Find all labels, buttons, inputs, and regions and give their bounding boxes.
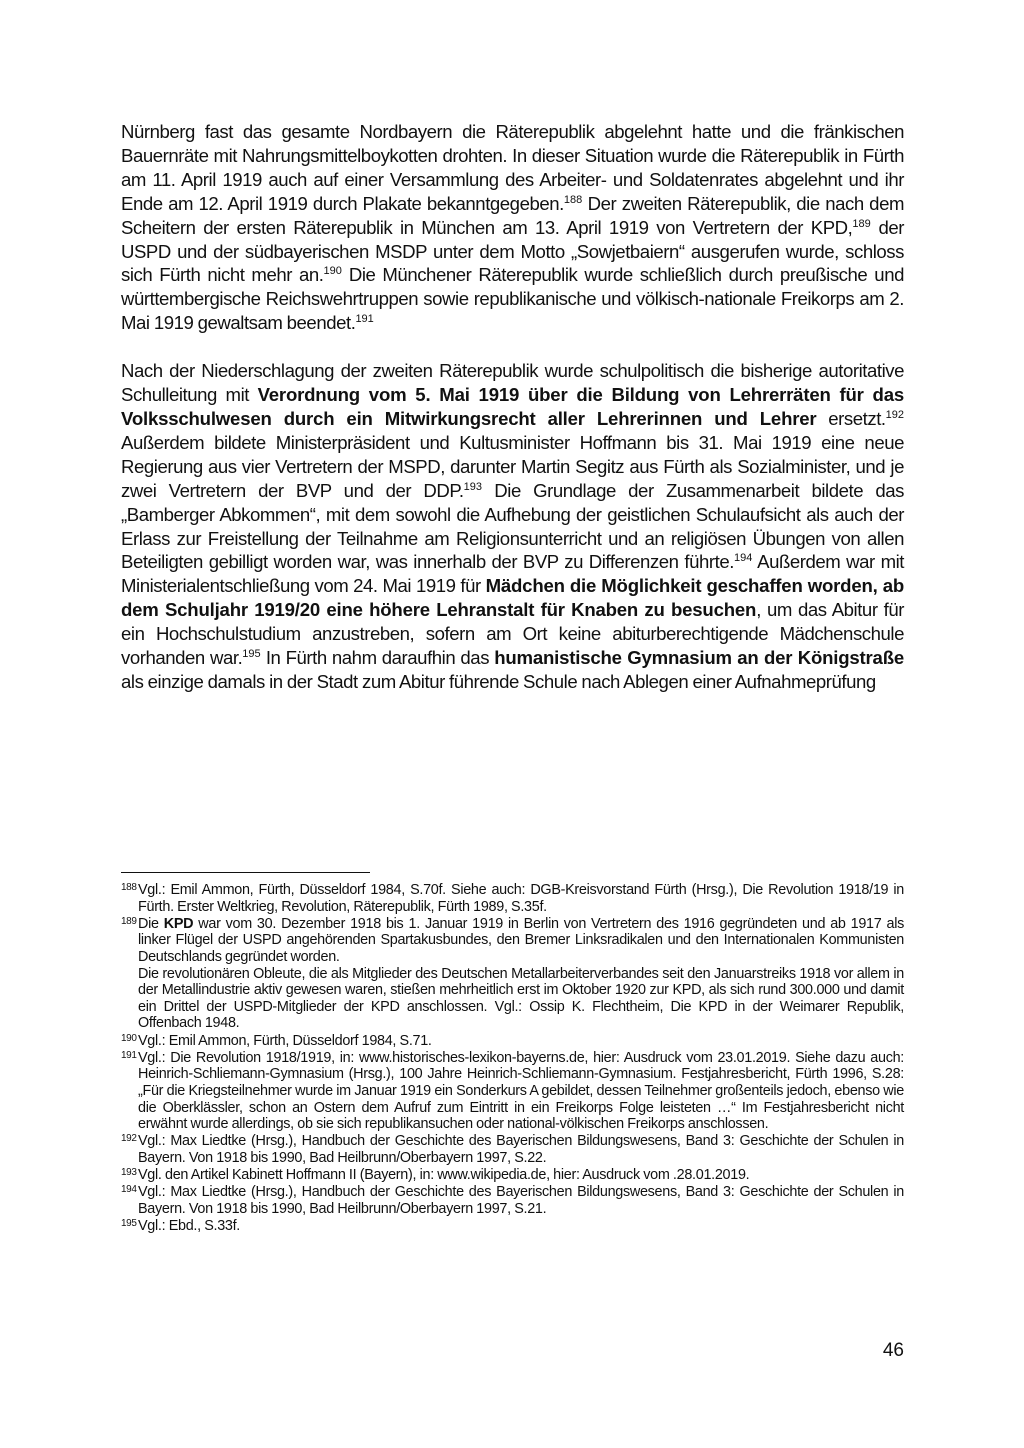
text-run: Die revolutionären Obleute, die als Mitglieder des Deutschen Metallarbeiterverbandes seit den Januarstreiks 1918 vor allem in der Metallindustrie aktiv gewesen waren, stießen mehrheitlich erst im Oktober 1920 zur KPD, als sich rund 300.000 und damit ein Drittel der USPD-Mitglieder der KPD anschlossen. Vgl.: Ossip K. Flechtheim, Die KPD in der Weimarer Republik, Offenbach 1948. — [138, 965, 904, 1032]
text-run: war vom 30. Dezember 1918 bis 1. Januar 1919 in Berlin von Vertretern des 1916 gegründeten und ab 1917 als linker Flügel der USPD angehörenden Spartakusbundes, den Bremer Linksradikalen und den Internationalen Kommunisten Deutschlands gegründet worden. — [138, 915, 905, 965]
footnote-reference[interactable]: 191 — [355, 313, 374, 326]
text-run: Vgl.: Emil Ammon, Fürth, Düsseldorf 1984, S.71. — [138, 1032, 432, 1049]
footnote-194 — [121, 1184, 904, 1217]
text-run: Nürnberg fast das gesamte Nordbayern die Räterepublik abgelehnt hatte und die fränkischen Bauernräte mit Nahrungsmittelboykotten drohten. In dieser Situation wurde die Räterepublik in Fürth am 11. April 1919 auch auf einer Versammlung des Arbeiter- und Soldatenrates abgelehnt und ihr Ende am 12. April 1919 durch Plakate bekanntgegeben. — [121, 121, 904, 214]
body-paragraph — [121, 359, 904, 694]
text-run: Der zweiten Räterepublik, die nach dem Scheitern der ersten Räterepublik in München am 13. April 1919 von Vertretern der KPD, — [121, 192, 904, 238]
footnote-text — [138, 882, 904, 915]
footnote-text — [138, 1218, 904, 1235]
text-run: Nach der Niederschlagung der zweiten Räterepublik wurde schulpolitisch die bisherige autoritative Schulleitung mit — [121, 360, 904, 406]
footnote-number: 190 — [121, 1032, 137, 1044]
text-run: Vgl.: Max Liedtke (Hrsg.), Handbuch der Geschichte des Bayerischen Bildungswesens, Band 3: Geschichte der Schulen in Bayern. Von 1918 bis 1990, Bad Heilbrunn/Oberbayern 1997, S.21. — [138, 1184, 904, 1217]
text-run: Vgl. den Artikel Kabinett Hoffmann II (Bayern), in: www.wikipedia.de, hier: Ausdruck vom .28.01.2019. — [138, 1167, 750, 1184]
text-run: Vgl.: Max Liedtke (Hrsg.), Handbuch der Geschichte des Bayerischen Bildungswesens, Band 3: Geschichte der Schulen in Bayern. Von 1918 bis 1990, Bad Heilbrunn/Oberbayern 1997, S.22. — [138, 1133, 904, 1166]
footnote-number: 194 — [121, 1184, 137, 1196]
footnote-reference[interactable]: 188 — [563, 193, 583, 206]
footnote-number: 189 — [121, 915, 137, 927]
emphasized-text: KPD — [163, 915, 194, 932]
page-number: 46 — [882, 1340, 904, 1361]
footnote-number: 195 — [121, 1218, 137, 1230]
footnote-reference[interactable]: 189 — [852, 217, 871, 230]
footnote-192 — [121, 1133, 904, 1166]
footnote-number: 192 — [121, 1133, 137, 1145]
text-run: Außerdem war mit Ministerialentschließung vom 24. Mai 1919 für — [121, 551, 905, 597]
emphasized-text: Verordnung vom 5. Mai 1919 über die Bildung von Lehrerräten für das Volksschulwesen durch ein Mitwirkungsrecht aller Lehrerinnen und Lehrer — [121, 384, 904, 429]
footnote-text — [138, 1050, 904, 1133]
footnote-text — [138, 916, 904, 966]
emphasized-text: Mädchen die Möglichkeit geschaffen worden, ab dem Schuljahr 1919/20 eine höhere Lehranstalt für Knaben zu besuchen — [121, 575, 904, 621]
footnote-189 — [121, 916, 904, 1032]
text-run: In Fürth nahm daraufhin das — [260, 647, 495, 669]
text-run: der USPD und der südbayerischen MSDP unter dem Motto „Sowjetbaiern“ ausgerufen wurde, schloss sich Fürth nicht mehr an. — [121, 216, 904, 286]
footnote-188 — [121, 882, 904, 915]
footnote-reference[interactable]: 195 — [242, 648, 261, 661]
footnote-text — [138, 1133, 904, 1166]
footnote-text — [138, 966, 904, 1032]
body-paragraph — [121, 120, 904, 335]
footnotes-section — [121, 882, 904, 1235]
footnote-number: 191 — [121, 1049, 137, 1061]
text-run: ersetzt. — [816, 407, 886, 429]
text-run: Vgl.: Die Revolution 1918/1919, in: www.historisches-lexikon-bayerns.de, hier: Ausdruck vom 23.01.2019. Siehe dazu auch: Heinrich-Schliemann-Gymnasium (Hrsg.), 100 Jahre Heinrich-Schliemann-Gymnasium. Festjahresbericht, Fürth 1996, S.28: „Für die Kriegsteilnehmer wurde im Januar 1919 ein Sonderkurs A gebildet, dessen Teilnehmer großenteils jedoch, ebenso wie die Oberklässler, schon an Ostern dem Aufruf zum Eintritt in ein Freikorps Folge leisteten …“ Im Festjahresbericht nicht erwähnt wurde allerdings, ob sie sich republikansuchen oder national-völkischen Freikorps anschlossen. — [138, 1049, 904, 1133]
text-run: Außerdem bildete Ministerpräsident und Kultusminister Hoffmann bis 31. Mai 1919 eine neue Regierung aus vier Vertretern der MSPD, darunter Martin Segitz aus Fürth als Sozialminister, und je zwei Vertretern der BVP und der DDP. — [121, 431, 904, 501]
footnote-195 — [121, 1218, 904, 1235]
footnote-reference[interactable]: 192 — [885, 408, 905, 421]
footnote-190 — [121, 1033, 904, 1050]
footnote-reference[interactable]: 194 — [733, 552, 753, 565]
text-run: Die Münchener Räterepublik wurde schließlich durch preußische und württembergische Reichswehrtruppen sowie republikanische und völkisch-nationale Freikorps am 2. Mai 1919 gewaltsam beendet. — [121, 264, 904, 334]
footnote-text — [138, 1184, 904, 1217]
text-run: als einzige damals in der Stadt zum Abitur führende Schule nach Ablegen einer Aufnahmeprüfung — [121, 670, 876, 692]
text-run: Die Grundlage der Zusammenarbeit bildete das „Bamberger Abkommen“, mit dem sowohl die Aufhebung der geistlichen Schulaufsicht als auch der Erlass zur Freistellung der Teilnahme am Religionsunterricht und an religiösen Übungen von allen Beteiligten gebilligt worden war, was innerhalb der BVP zu Differenzen führte. — [121, 479, 904, 573]
footnote-number: 193 — [121, 1167, 137, 1179]
footnote-text — [138, 1167, 904, 1184]
main-body-text — [121, 120, 904, 694]
text-run: Vgl.: Emil Ammon, Fürth, Düsseldorf 1984, S.70f. Siehe auch: DGB-Kreisvorstand Fürth (Hrsg.), Die Revolution 1918/19 in Fürth. Erster Weltkrieg, Revolution, Räterepublik, Fürth 1989, S.35f. — [138, 882, 904, 915]
footnote-number: 188 — [121, 882, 137, 893]
footnote-191 — [121, 1050, 904, 1133]
text-run: Vgl.: Ebd., S.33f. — [138, 1218, 240, 1235]
emphasized-text: humanistische Gymnasium an der Königstraße — [494, 647, 905, 669]
text-run: Die — [138, 915, 164, 932]
footnote-reference[interactable]: 193 — [463, 480, 483, 493]
footnote-separator — [121, 872, 370, 873]
footnote-text — [138, 1033, 904, 1050]
footnote-193 — [121, 1167, 904, 1184]
text-run: , um das Abitur für ein Hochschulstudium anzustreben, sofern am Ort keine abiturberechtigende Mädchenschule vorhanden war. — [121, 599, 904, 669]
footnote-reference[interactable]: 190 — [323, 265, 342, 278]
